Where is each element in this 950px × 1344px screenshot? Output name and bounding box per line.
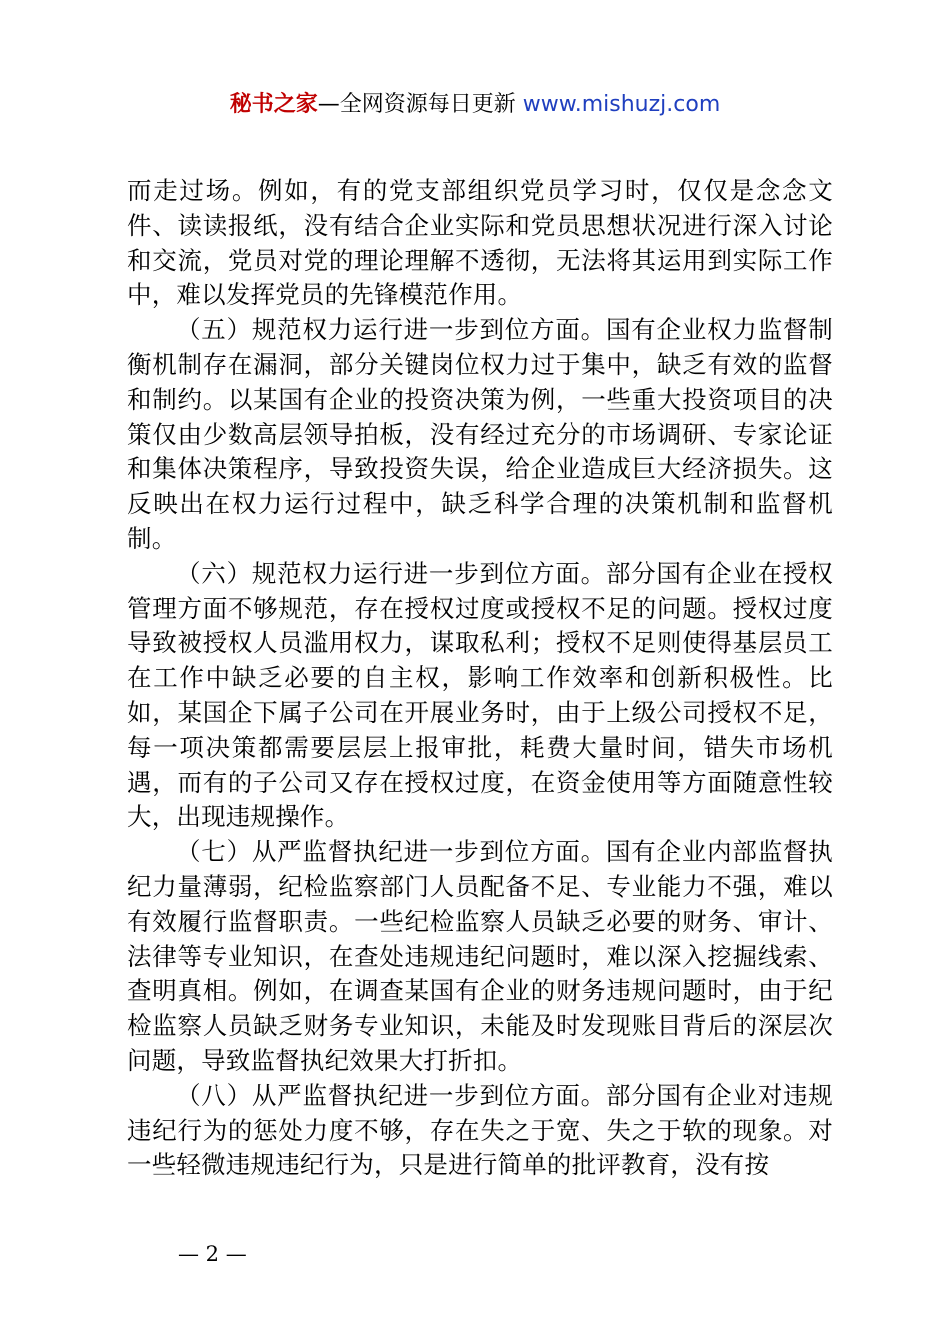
paragraph-section-8: （八）从严监督执纪进一步到位方面。部分国有企业对违规违纪行为的惩处力度不够，存在失之于宽、失之于软的现象。对一些轻微违规违纪行为，只是进行简单的批评教育，没有按 (127, 1080, 833, 1180)
document-body (127, 174, 833, 1183)
paragraph-section-7: （七）从严监督执纪进一步到位方面。国有企业内部监督执纪力量薄弱，纪检监察部门人员配备不足、专业能力不强，难以有效履行监督职责。一些纪检监察人员缺乏必要的财务、审计、法律等专业知识，在查处违规违纪问题时，难以深入挖掘线索、查明真相。例如，在调查某国有企业的财务违规问题时，由于纪检监察人员缺乏财务专业知识，未能及时发现账目背后的深层次问题，导致监督执纪效果大打折扣。 (127, 837, 833, 1075)
paragraph-section-5: （五）规范权力运行进一步到位方面。国有企业权力监督制衡机制存在漏洞，部分关键岗位权力过于集中，缺乏有效的监督和制约。以某国有企业的投资决策为例，一些重大投资项目的决策仅由少数高层领导拍板，没有经过充分的市场调研、专家论证和集体决策程序，导致投资失误，给企业造成巨大经济损失。这反映出在权力运行过程中，缺乏科学合理的决策机制和监督机制。 (127, 315, 833, 553)
site-tagline: —全网资源每日更新 (317, 92, 516, 117)
page-number: — 2 — (178, 1242, 247, 1266)
site-header (0, 90, 950, 120)
paragraph-continued: 而走过场。例如，有的党支部组织党员学习时，仅仅是念念文件、读读报纸，没有结合企业实际和党员思想状况进行深入讨论和交流，党员对党的理论理解不透彻，无法将其运用到实际工作中，难以发挥党员的先锋模范作用。 (127, 176, 833, 310)
site-brand: 秘书之家 (229, 92, 318, 117)
site-url-link[interactable]: www.mishuzj.com (522, 92, 721, 117)
paragraph-section-6: （六）规范权力运行进一步到位方面。部分国有企业在授权管理方面不够规范，存在授权过度或授权不足的问题。授权过度导致被授权人员滥用权力，谋取私利；授权不足则使得基层员工在工作中缺乏必要的自主权，影响工作效率和创新积极性。比如，某国企下属子公司在开展业务时，由于上级公司授权不足，每一项决策都需要层层上报审批，耗费大量时间，错失市场机遇，而有的子公司又存在授权过度，在资金使用等方面随意性较大，出现违规操作。 (127, 558, 833, 832)
